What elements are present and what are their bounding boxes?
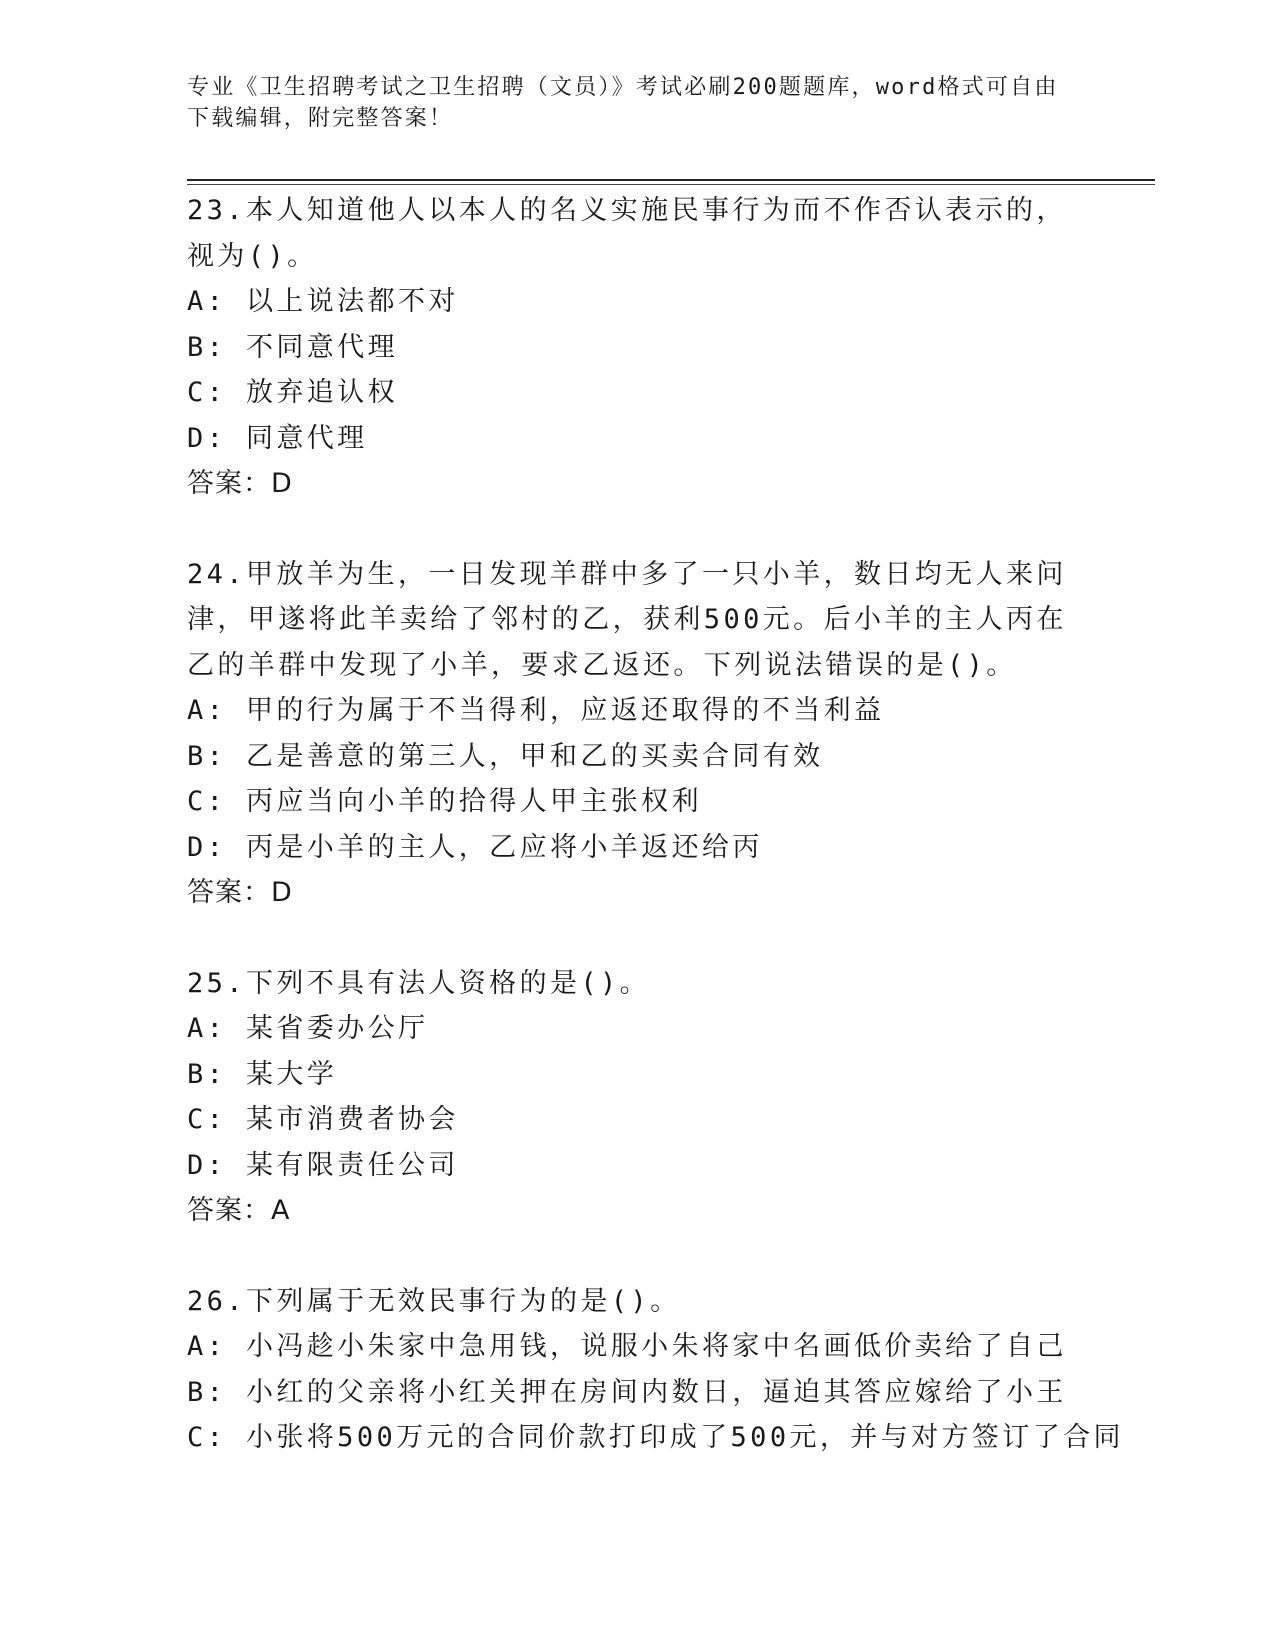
option-c: C: 小张将500万元的合同价款打印成了500元，并与对方签订了合同	[187, 1422, 1124, 1453]
option-b: B: 某大学	[187, 1058, 338, 1090]
option-d: D: 同意代理	[187, 422, 368, 454]
question-stem: 24.甲放羊为生，一日发现羊群中多了一只小羊，数日均无人来问津，甲遂将此羊卖给了邻村的乙，获利500元。后小羊的主人丙在乙的羊群中发现了小羊，要求乙返还。下列说法错误的是()。	[187, 558, 1067, 681]
answer-line: 答案：A	[187, 1195, 291, 1226]
option-a: A: 甲的行为属于不当得利，应返还取得的不当利益	[187, 695, 885, 726]
question-24	[187, 552, 1087, 916]
option-d: D: 某有限责任公司	[187, 1149, 459, 1181]
answer-line: 答案：D	[187, 877, 293, 908]
option-a: A: 小冯趁小朱家中急用钱，说服小朱将家中名画低价卖给了自己	[187, 1331, 1067, 1362]
question-26	[187, 1279, 1124, 1461]
question-25	[187, 961, 1087, 1234]
question-list	[187, 188, 1124, 1506]
divider-line-thin	[187, 184, 1155, 185]
option-b: B: 小红的父亲将小红关押在房间内数日，逼迫其答应嫁给了小王	[187, 1376, 1067, 1408]
question-stem: 23.本人知道他人以本人的名义实施民事行为而不作否认表示的，视为()。	[187, 195, 1067, 272]
question-stem: 26.下列属于无效民事行为的是()。	[187, 1285, 681, 1317]
option-c: C: 放弃追认权	[187, 377, 398, 408]
option-a: A: 以上说法都不对	[187, 286, 459, 317]
option-b: B: 不同意代理	[187, 331, 398, 363]
question-stem: 25.下列不具有法人资格的是()。	[187, 967, 651, 999]
header-divider	[187, 179, 1155, 185]
question-23	[187, 188, 1087, 507]
option-d: D: 丙是小羊的主人，乙应将小羊返还给丙	[187, 831, 763, 863]
option-b: B: 乙是善意的第三人，甲和乙的买卖合同有效	[187, 740, 824, 772]
option-c: C: 某市消费者协会	[187, 1104, 459, 1135]
divider-line-thick	[187, 179, 1155, 181]
document-header: 专业《卫生招聘考试之卫生招聘（文员）》考试必刷200题题库，word格式可自由下载编辑，附完整答案！	[187, 75, 1059, 131]
option-c: C: 丙应当向小羊的拾得人甲主张权利	[187, 786, 702, 817]
answer-line: 答案：D	[187, 468, 293, 499]
option-a: A: 某省委办公厅	[187, 1013, 429, 1044]
